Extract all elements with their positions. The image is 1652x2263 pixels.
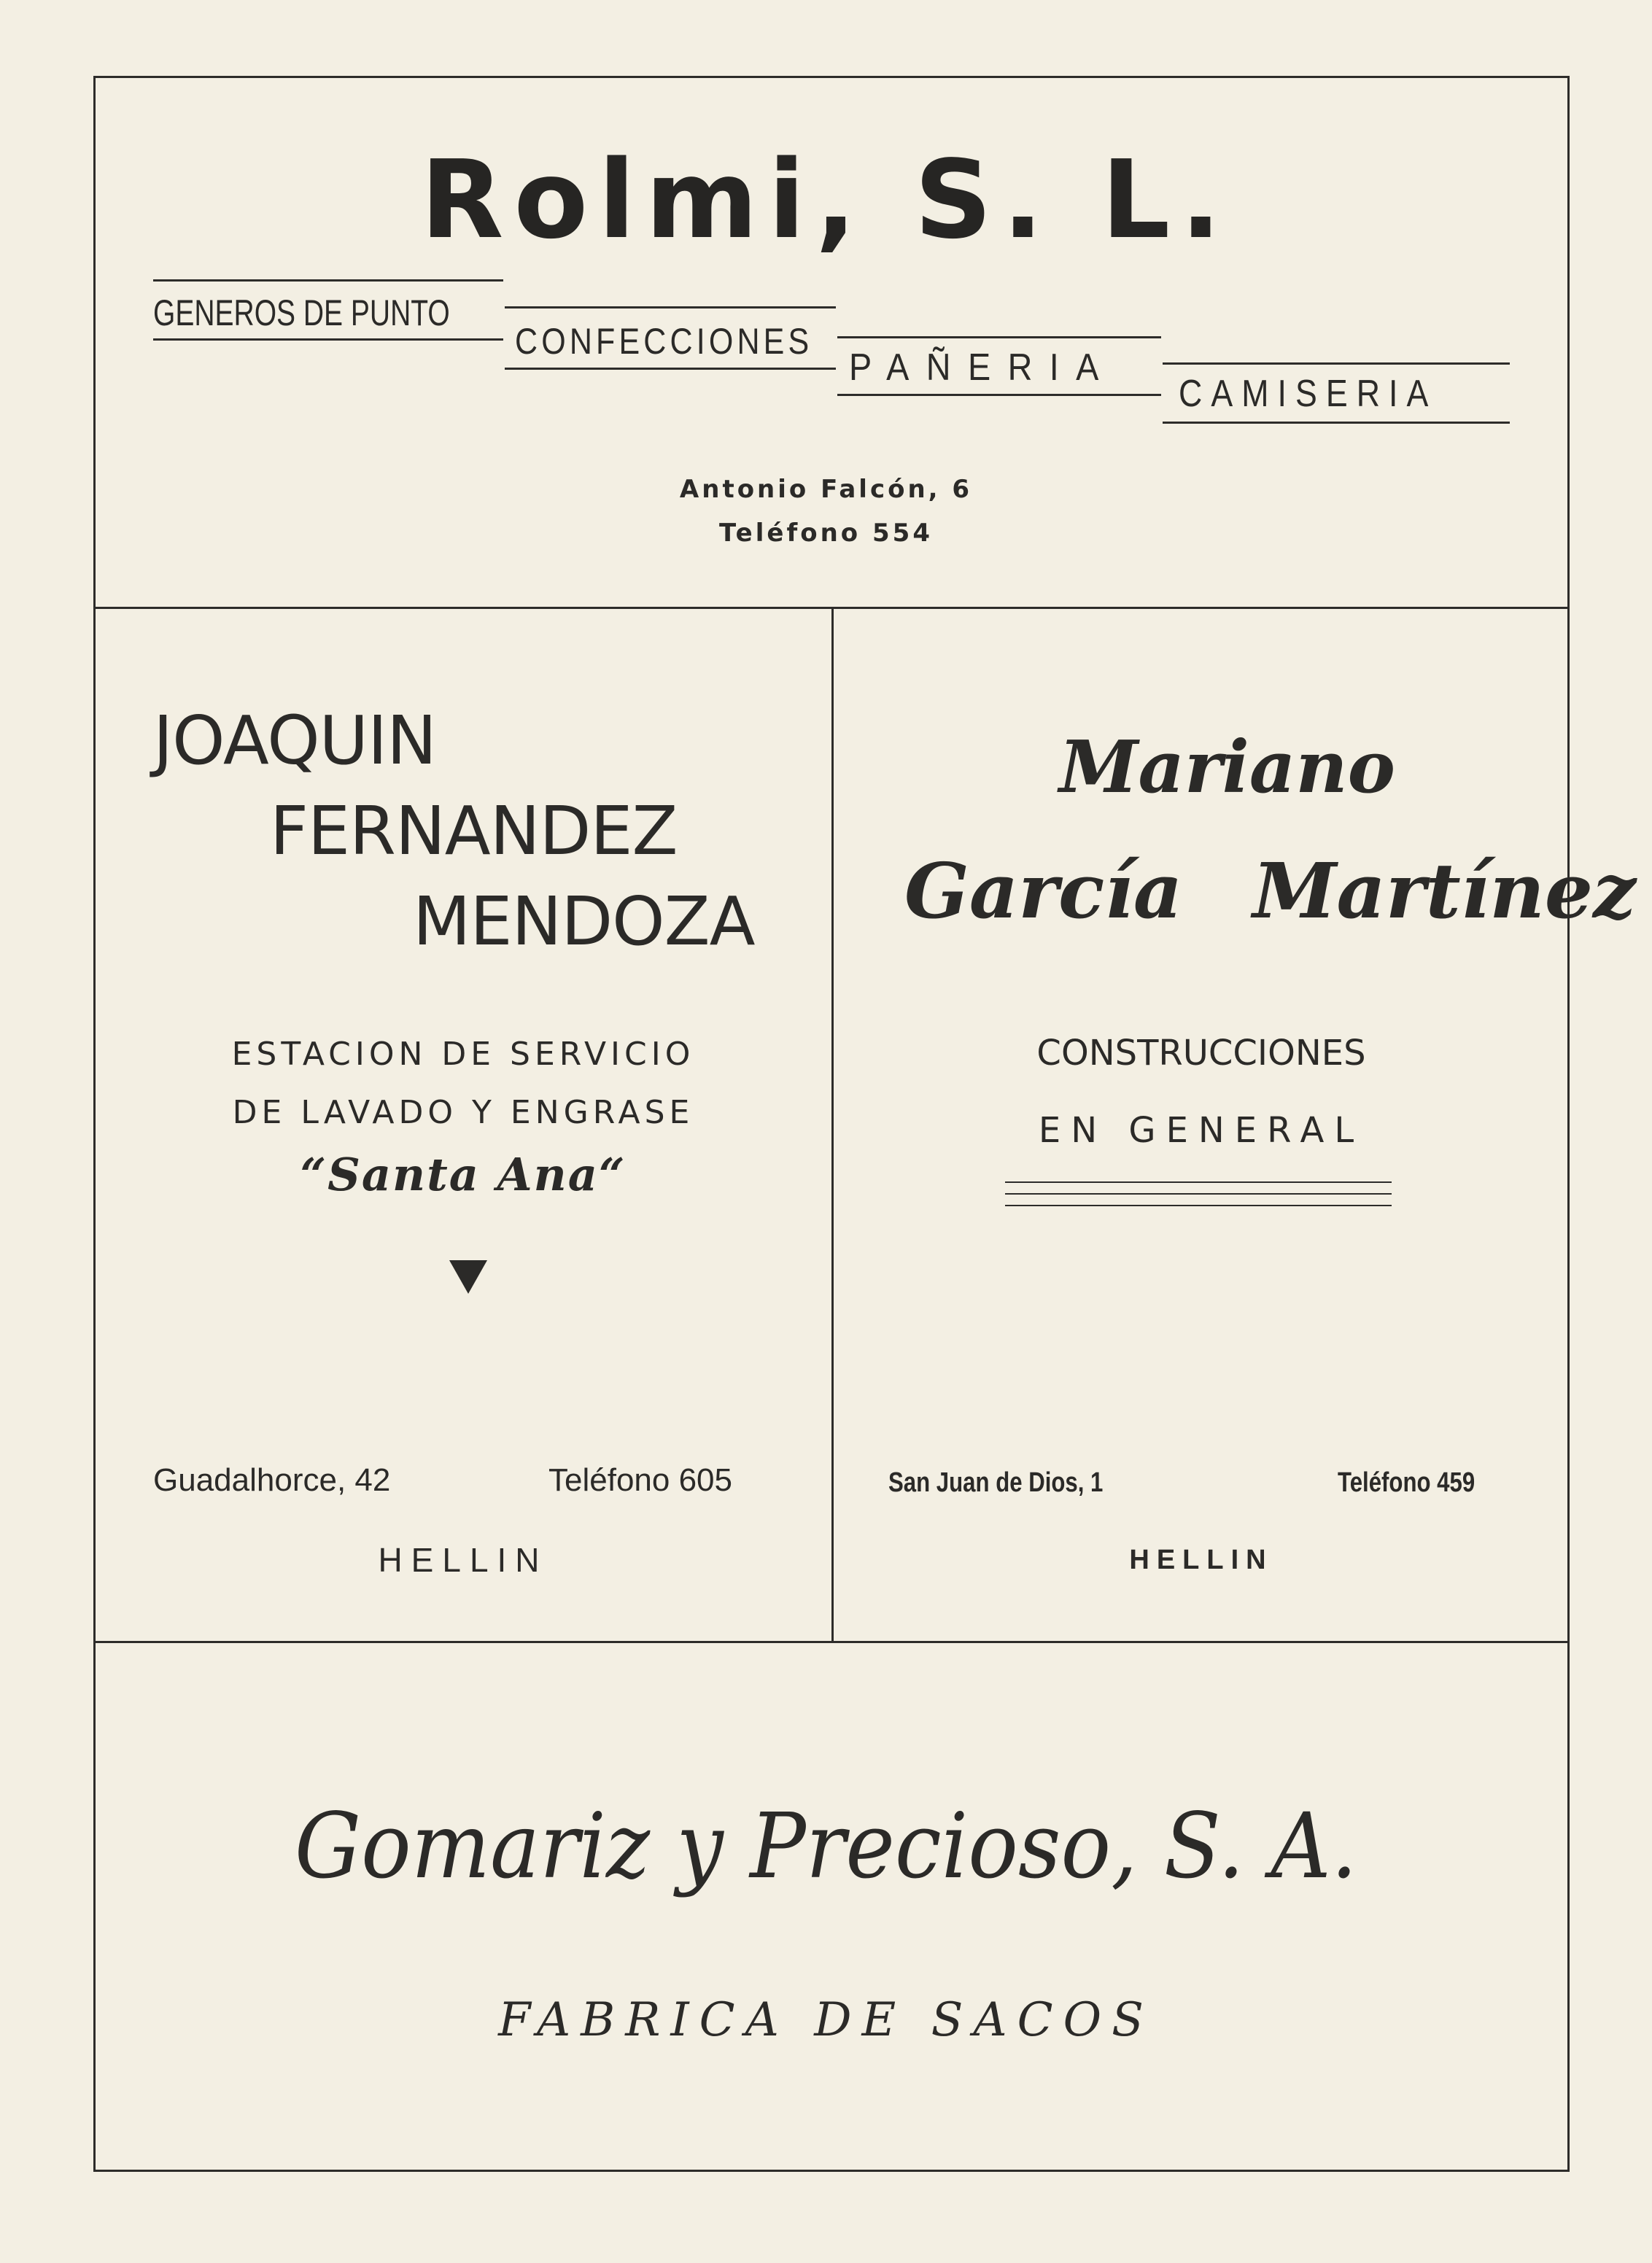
joaquin-name-line: MENDOZA — [413, 882, 755, 960]
category-confecciones: CONFECCIONES — [515, 321, 813, 362]
category-rule — [505, 306, 836, 308]
joaquin-city: HELLIN — [378, 1541, 548, 1579]
rolmi-phone: Teléfono 554 — [719, 519, 933, 548]
category-rule — [153, 279, 503, 282]
category-rule — [1163, 422, 1510, 424]
gomariz-tagline: FABRICA DE SACOS — [498, 1993, 1154, 2047]
rolmi-address: Antonio Falcón, 6 — [679, 475, 973, 504]
category-paneria: PAÑERIA — [849, 346, 1116, 389]
joaquin-service-line: DE LAVADO Y ENGRASE — [232, 1094, 694, 1131]
category-rule — [837, 394, 1161, 396]
mariano-phone: Teléfono 459 — [1338, 1467, 1475, 1498]
triple-rule — [1005, 1193, 1392, 1195]
category-generos: GENEROS DE PUNTO — [153, 292, 450, 333]
mariano-address: San Juan de Dios, 1 — [888, 1467, 1104, 1498]
divider-middle — [831, 609, 834, 1641]
mariano-activity-line: CONSTRUCCIONES — [1036, 1033, 1366, 1074]
mariano-name-line: Mariano — [1059, 726, 1395, 810]
gomariz-name: Gomariz y Precioso, S. A. — [295, 1794, 1357, 1899]
mariano-activity-line: EN GENERAL — [1038, 1110, 1365, 1151]
category-rule — [153, 338, 503, 341]
triple-rule — [1005, 1205, 1392, 1206]
divider-bottom — [93, 1641, 1570, 1643]
category-rule — [505, 368, 836, 370]
category-camiseria: CAMISERIA — [1179, 373, 1438, 415]
category-rule — [837, 336, 1161, 338]
joaquin-name-line: JOAQUIN — [153, 702, 436, 780]
joaquin-phone: Teléfono 605 — [548, 1462, 732, 1498]
joaquin-service-line: ESTACION DE SERVICIO — [231, 1036, 695, 1073]
triple-rule — [1005, 1181, 1392, 1183]
joaquin-address: Guadalhorce, 42 — [153, 1462, 391, 1498]
triangle-down-icon — [449, 1260, 487, 1294]
category-rule — [1163, 362, 1510, 365]
joaquin-station-name: “Santa Ana“ — [300, 1148, 627, 1201]
joaquin-name-line: FERNANDEZ — [270, 792, 678, 870]
mariano-city: HELLIN — [1129, 1545, 1273, 1575]
rolmi-title: Rolmi, S. L. — [420, 137, 1232, 263]
mariano-name-line: García Martínez — [904, 846, 1637, 936]
